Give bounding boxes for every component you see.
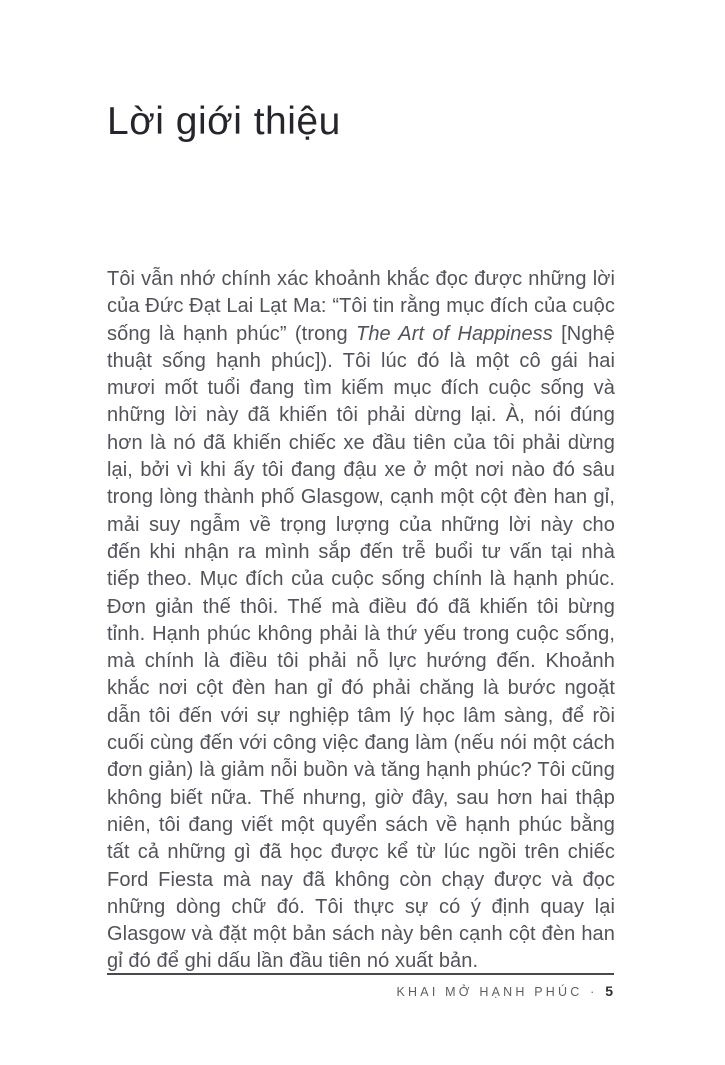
paragraph-text-after-italic: [Nghệ thuật sống hạnh phúc]). Tôi lúc đó là một cô gái hai mươi mốt tuổi đang tìm kiếm mục đích cuộc sống và những lời này đã khiến tôi phải dừng lại. À, nói đúng hơn là nó đã khiến chiếc xe đầu tiên của tôi phải dừng lại, bởi vì khi ấy tôi đang đậu xe ở một nơi nào đó sâu trong lòng thành phố Glasgow, cạnh một cột đèn han gỉ, mải suy ngẫm về trọng lượng của những lời này cho đến khi nhận ra mình sắp đến trễ buổi tư vấn tại nhà tiếp theo. Mục đích của cuộc sống chính là hạnh phúc. Đơn giản thế thôi. Thế mà điều đó đã khiến tôi bừng tỉnh. Hạnh phúc không phải là thứ yếu trong cuộc sống, mà chính là điều tôi phải nỗ lực hướng đến. Khoảnh khắc nơi cột đèn han gỉ đó phải chăng là bước ngoặt dẫn tôi đến với sự nghiệp tâm lý học lâm sàng, để rồi cuối cùng đến với công việc đang làm (nếu nói một cách đơn giản) là giảm nỗi buồn và tăng hạnh phúc? Tôi cũng không biết nữa. Thế nhưng, giờ đây, sau hơn hai thập niên, tôi đang viết một quyển sách về hạnh phúc bằng tất cả những gì đã học được kể từ lúc ngồi trên chiếc Ford Fiesta mà nay đã không còn chạy được và đọc những dòng chữ đó. Tôi thực sự có ý định quay lại Glasgow và đặt một bản sách này bên cạnh cột đèn han gỉ đó để ghi dấu lần đầu tiên nó xuất bản.	[107, 322, 615, 973]
running-title: KHAI MỞ HẠNH PHÚC	[396, 985, 583, 999]
page-number: 5	[605, 983, 614, 999]
footer-separator: ·	[583, 985, 605, 999]
page-footer	[107, 973, 614, 999]
running-footer	[107, 983, 614, 999]
intro-paragraph	[107, 266, 615, 976]
referenced-book-title: The Art of Happiness	[356, 322, 553, 345]
chapter-title: Lời giới thiệu	[107, 100, 341, 143]
paragraph-text-before-italic: Tôi vẫn nhớ chính xác khoảnh khắc đọc được những lời của Đức Đạt Lai Lạt Ma: “Tôi tin rằng mục đích của cuộc sống là hạnh phúc” (trong	[107, 268, 615, 345]
footer-rule	[107, 973, 614, 975]
